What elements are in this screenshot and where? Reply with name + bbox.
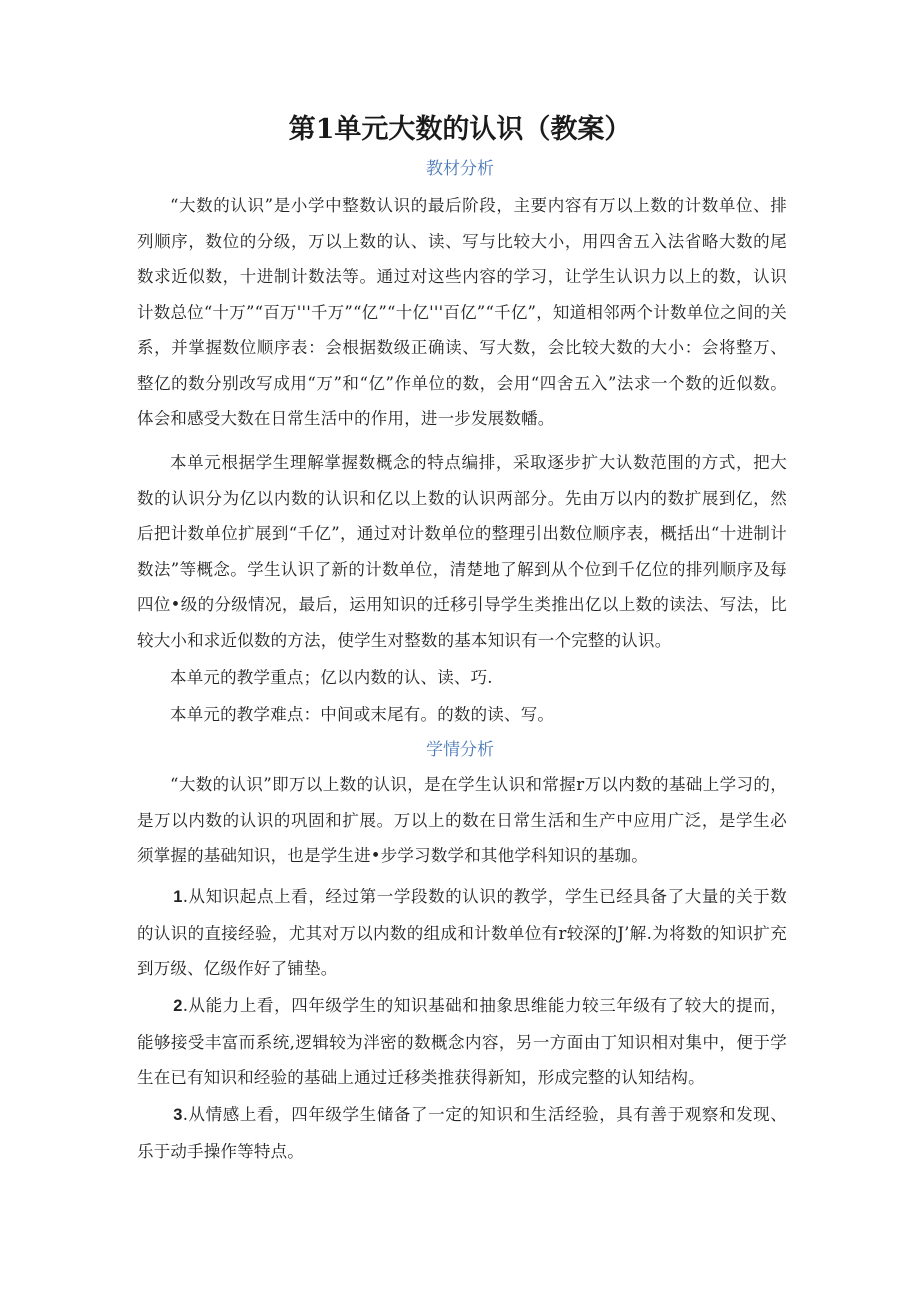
- section-heading-learner-analysis: 学情分析: [426, 740, 494, 760]
- paragraph-textbook-analysis-2: 本单元根据学生理解掌握数概念的特点编排，采取逐步扩大认数范围的方式，把大数的认识分为亿以内数的认识和亿以上数的认识两部分。先由万以内的数扩展到亿，然后把计数单位扩展到“千亿”，通过对计数单位的整理引出数位顺序表，概括出“十进制计数法”等概念。学生认识了新的计数单位，清楚地了解到从个位到千亿位的排列顺序及每四位•级的分级情况，最后，运用知识的迁移引导学生类推出亿以上数的读法、写法，比较大小和求近似数的方法，使学生对整数的基本知识有一个完整的认识。: [137, 453, 787, 650]
- list-item-ability: [137, 988, 787, 1096]
- list-item-number: 3: [173, 1106, 183, 1124]
- list-item-number: 2: [173, 997, 183, 1015]
- list-item-knowledge-start: [137, 879, 787, 987]
- paragraph-teaching-focus: 本单元的教学重点；亿以内数的认、读、巧.: [170, 668, 493, 687]
- list-item-text: .从能力上看，四年级学生的知识基础和抽象思维能力较三年级有了较大的提而，能够接受丰富而系统,逻辑较为泮密的数概念内容，另一方面由丁知识相对集中，便于学生在已有知识和经验的基础上通过迁移类推获得新知，形成完整的认知结构。: [137, 996, 787, 1087]
- section-heading-textbook-analysis: 教材分析: [426, 159, 494, 179]
- list-item-emotion: [137, 1097, 787, 1169]
- paragraph-teaching-difficulty: 本单元的教学难点：中间或末尾有。的数的读、写。: [170, 705, 555, 724]
- page-title: 第1单元大数的认识（教案）: [288, 114, 632, 145]
- list-item-number: 1: [173, 888, 183, 906]
- list-item-text: .从情感上看，四年级学生储备了一定的知识和生活经验，具有善于观察和发现、乐于动手操作等特点。: [137, 1105, 787, 1161]
- paragraph-textbook-analysis-1: “大数的认识”是小学中整数认识的最后阶段，主要内容有万以上数的计数单位、排列顺序，数位的分级，万以上数的认、读、写与比较大小，用四舍五入法省略大数的尾数求近似数，十进制计数法等。通过对这些内容的学习，让学生认识力以上的数，认识计数总位“十万”“百万'''千万”“亿”“十亿'''百亿”“千亿”，知道相邻两个计数单位之间的关系，并掌握数位顺序表：会根据数级正确读、写大数，会比较大数的大小：会将整万、整亿的数分别改写成用“万”和“亿”作单位的数，会用“四舍五入”法求一个数的近似数。体会和感受大数在日常生活中的作用，进一步发展数幡。: [137, 196, 787, 428]
- list-item-text: .从知识起点上看，经过第一学段数的认识的教学，学生已经具备了大量的关于数的认识的直接经验，尤其对万以内数的组成和计数单位有r较深的J’解.为将数的知识扩充到万级、亿级作好了铺垫。: [137, 887, 787, 978]
- paragraph-learner-analysis-intro: “大数的认识”即万以上数的认识，是在学生认识和常握r万以内数的基础上学习的，是万以内数的认识的巩固和扩展。万以上的数在日常生活和生产中应用广泛，是学生必须掌握的基础知识，也是学生进•步学习数学和其他学科知识的基珈。: [137, 775, 787, 865]
